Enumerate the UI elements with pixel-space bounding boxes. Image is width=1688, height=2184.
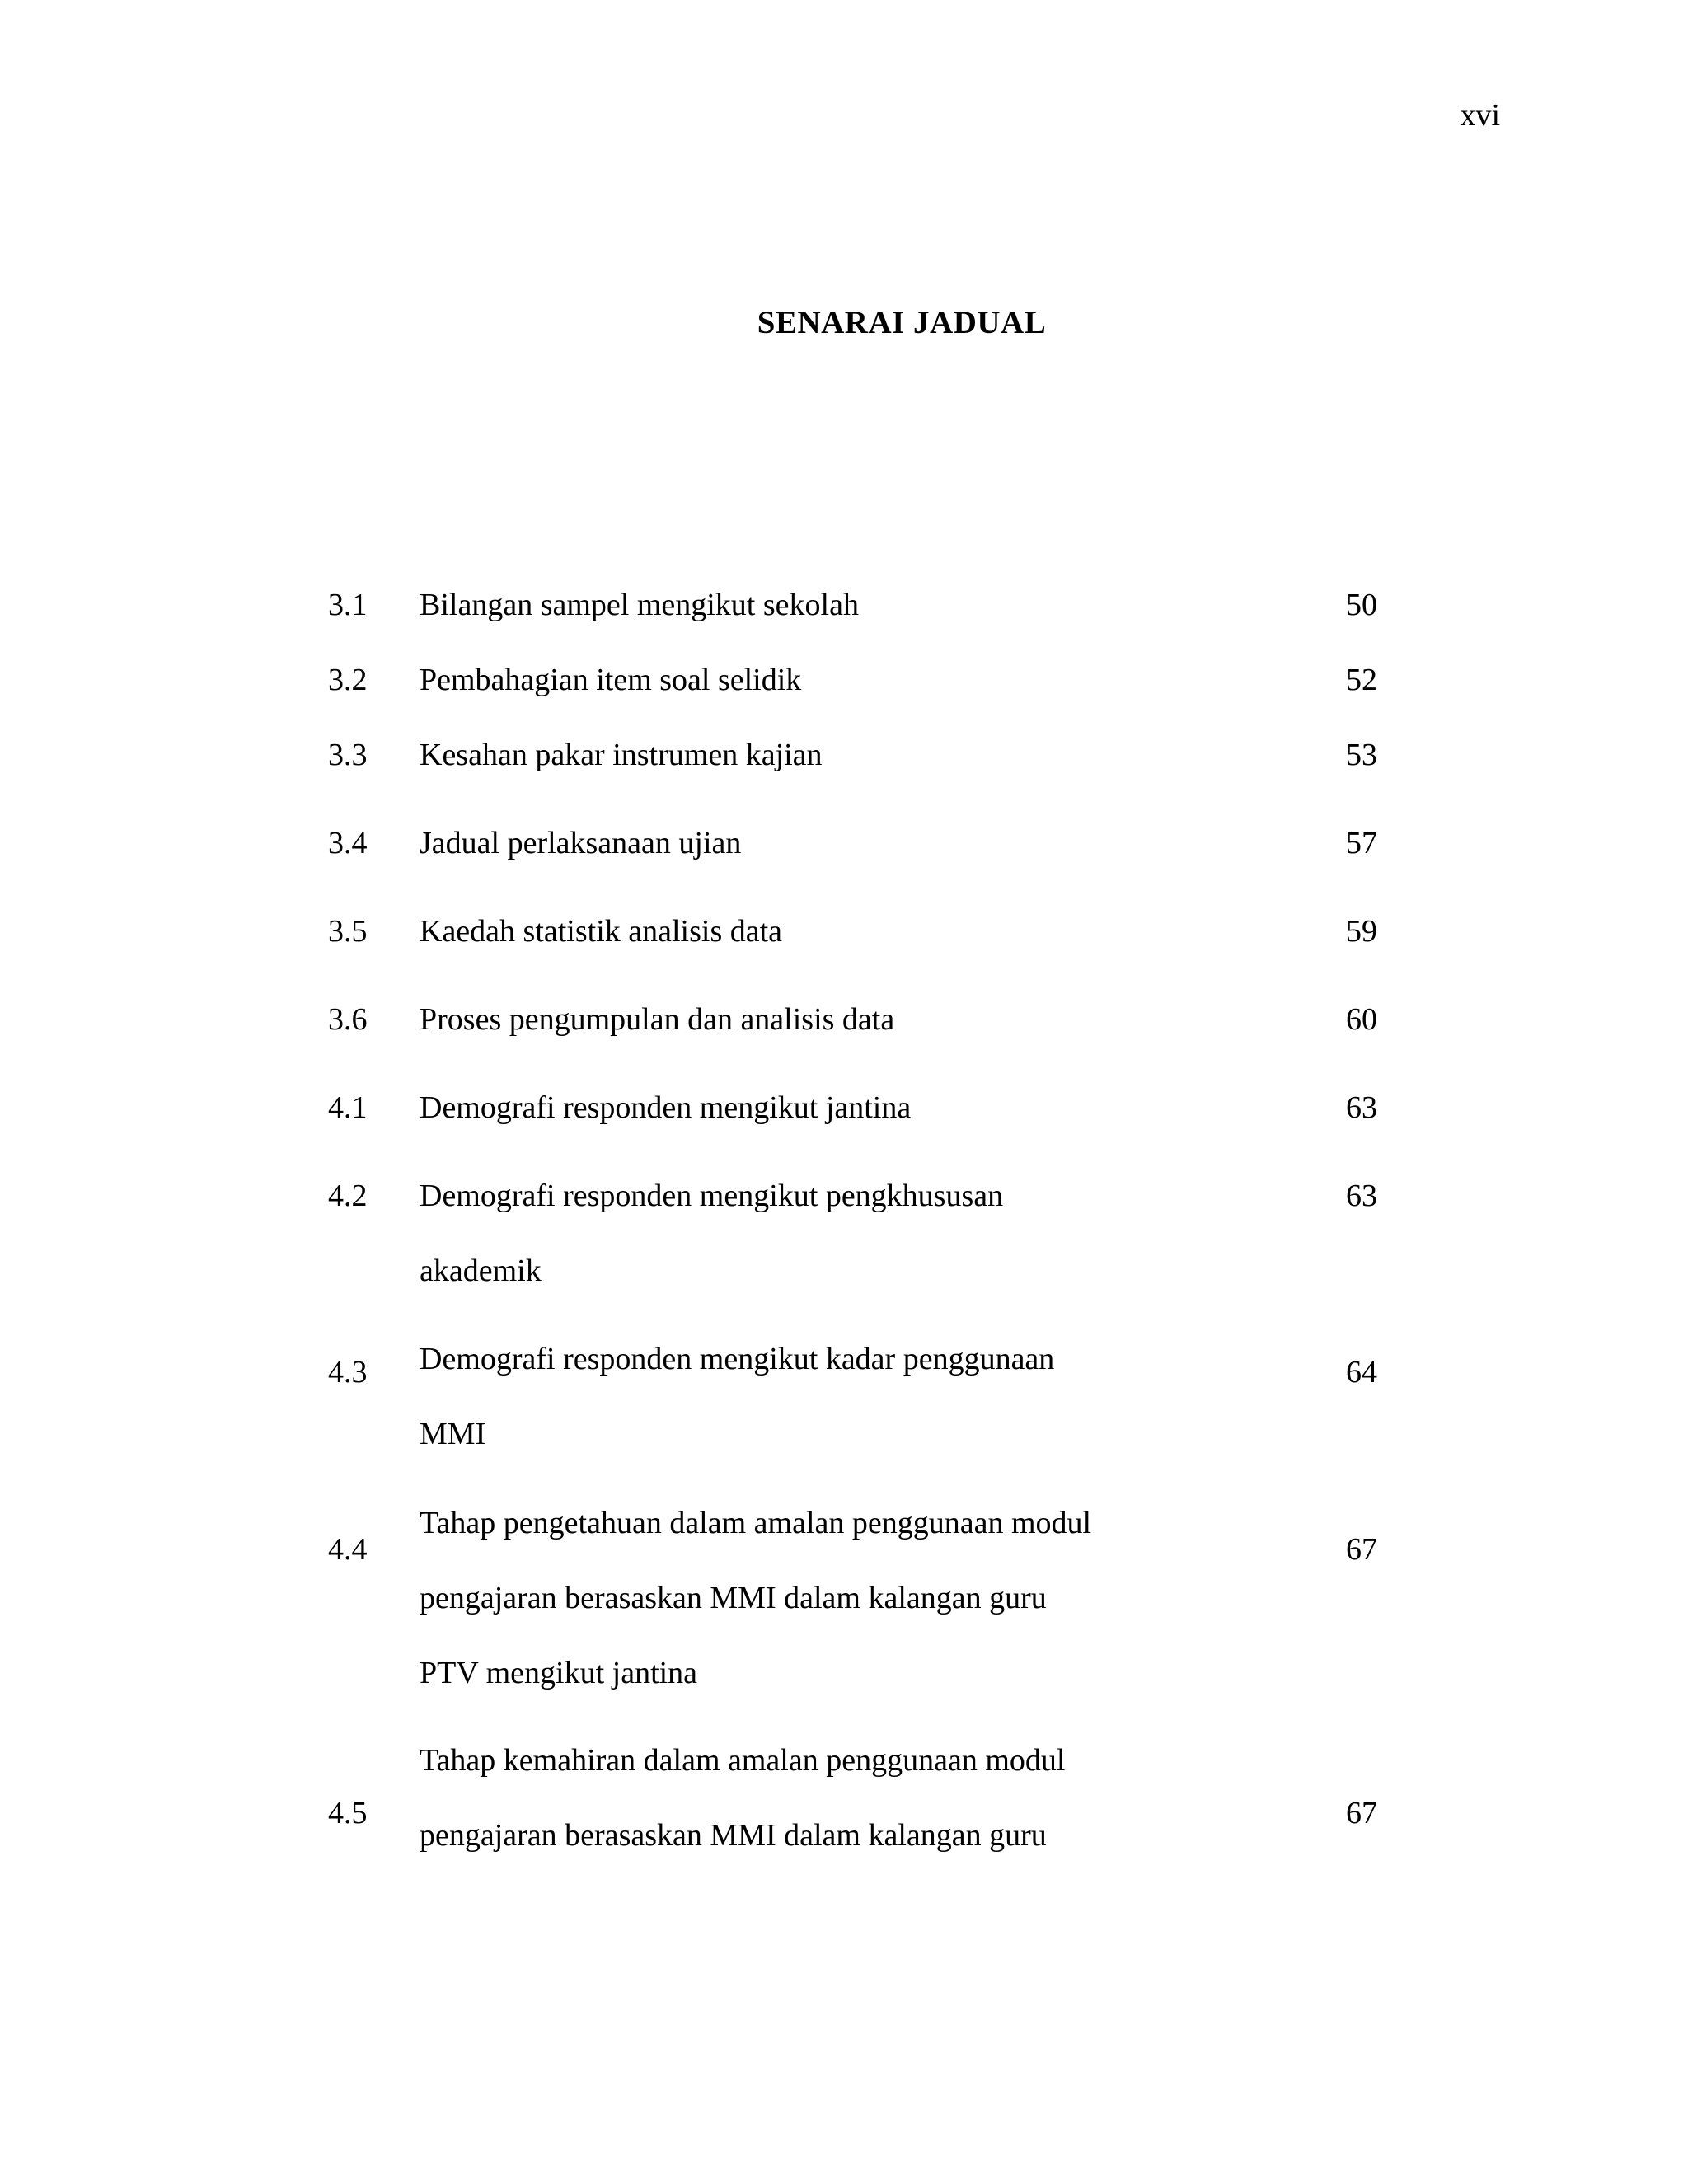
table-caption-line: MMI [420,1417,486,1451]
table-caption-line: pengajaran berasaskan MMI dalam kalangan guru [420,1818,1047,1853]
table-number: 4.3 [328,1355,368,1390]
table-caption-line: Kaedah statistik analisis data [420,914,783,949]
page-number: xvi [1460,98,1500,133]
table-caption [420,1001,1161,1038]
table-page-number: 57 [1346,826,1377,860]
table-page-number: 52 [1346,663,1377,697]
table-caption [420,1178,1161,1289]
table-number: 4.4 [328,1532,368,1567]
table-page-number: 64 [1346,1355,1377,1390]
table-caption [420,1341,1161,1452]
table-caption [420,825,1161,861]
table-number: 4.5 [328,1796,368,1830]
table-caption-line: Tahap pengetahuan dalam amalan penggunaan modul [420,1506,1092,1540]
table-page-number: 67 [1346,1532,1377,1567]
table-page-number: 60 [1346,1002,1377,1037]
table-number: 3.2 [328,663,368,697]
table-number: 3.5 [328,914,368,949]
table-number: 3.3 [328,738,368,772]
table-caption [420,662,1161,698]
table-number: 4.2 [328,1179,368,1213]
table-page-number: 63 [1346,1090,1377,1125]
table-page-number: 67 [1346,1796,1377,1830]
table-caption-line: Demografi responden mengikut pengkhususan [420,1179,1004,1213]
table-caption-line: Tahap kemahiran dalam amalan penggunaan modul [420,1743,1066,1778]
table-number: 4.1 [328,1090,368,1125]
table-caption [420,737,1161,773]
table-page-number: 50 [1346,588,1377,622]
table-caption-line: Kesahan pakar instrumen kajian [420,738,823,772]
table-caption [420,913,1161,949]
table-page-number: 59 [1346,914,1377,949]
table-caption-line: Demografi responden mengikut jantina [420,1090,912,1125]
table-number: 3.1 [328,588,368,622]
table-caption [420,1090,1161,1126]
table-number: 3.4 [328,826,368,860]
table-caption-line: Pembahagian item soal selidik [420,663,802,697]
table-page-number: 53 [1346,738,1377,772]
table-number: 3.6 [328,1002,368,1037]
table-page-number: 63 [1346,1179,1377,1213]
table-caption-line: Demografi responden mengikut kadar penggunaan [420,1342,1055,1376]
table-caption [420,1505,1161,1691]
table-caption-line: Jadual perlaksanaan ujian [420,826,742,860]
table-caption-line: Bilangan sampel mengikut sekolah [420,588,859,622]
table-caption [420,1742,1161,1854]
table-caption-line: pengajaran berasaskan MMI dalam kalangan guru [420,1581,1047,1615]
page-title: SENARAI JADUAL [757,305,1047,340]
table-caption-line: Proses pengumpulan dan analisis data [420,1002,895,1037]
table-caption-line: PTV mengikut jantina [420,1656,698,1690]
table-caption [420,587,1161,623]
table-caption-line: akademik [420,1254,542,1288]
